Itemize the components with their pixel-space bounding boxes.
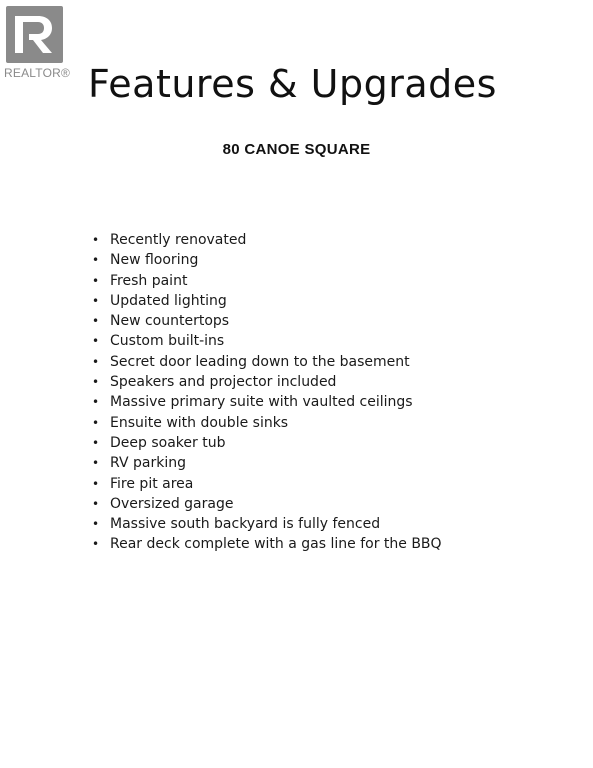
bullet-icon: • — [92, 273, 100, 288]
bullet-icon: • — [92, 293, 100, 308]
feature-text: Oversized garage — [110, 495, 234, 512]
bullet-icon: • — [92, 476, 100, 491]
feature-text: Secret door leading down to the basement — [110, 353, 410, 370]
feature-text: Recently renovated — [110, 232, 247, 248]
feature-text: New flooring — [110, 252, 199, 269]
features-list — [92, 230, 442, 555]
feature-item — [92, 392, 442, 412]
feature-item — [92, 311, 442, 331]
bullet-icon: • — [92, 354, 100, 369]
realtor-r-icon — [6, 6, 63, 63]
bullet-icon: • — [92, 517, 100, 532]
bullet-icon: • — [92, 395, 100, 410]
feature-item — [92, 331, 442, 351]
feature-text: Fire pit area — [110, 475, 194, 492]
feature-text: New countertops — [110, 313, 230, 330]
feature-text: Deep soaker tub — [110, 434, 226, 451]
feature-text: RV parking — [110, 455, 186, 472]
feature-text: Rear deck complete with a gas line for the BBQ — [110, 536, 442, 553]
property-address: 80 CANOE SQUARE — [222, 141, 371, 158]
feature-item — [92, 413, 442, 433]
feature-text: Updated lighting — [110, 292, 227, 309]
feature-item — [92, 433, 442, 453]
bullet-icon: • — [92, 537, 100, 552]
feature-item — [92, 352, 442, 372]
feature-item — [92, 291, 442, 311]
feature-text: Massive primary suite with vaulted ceilings — [110, 394, 413, 411]
feature-item — [92, 474, 442, 494]
page-title: Features & Upgrades — [88, 62, 497, 106]
bullet-icon: • — [92, 496, 100, 511]
bullet-icon: • — [92, 314, 100, 329]
feature-item — [92, 372, 442, 392]
feature-text: Fresh paint — [110, 272, 188, 289]
bullet-icon: • — [92, 415, 100, 430]
feature-item — [92, 250, 442, 270]
realtor-logo — [4, 4, 70, 82]
feature-item — [92, 230, 442, 250]
feature-text: Ensuite with double sinks — [110, 414, 289, 431]
feature-item — [92, 453, 442, 473]
bullet-icon: • — [92, 456, 100, 471]
realtor-logo-text: REALTOR® — [4, 66, 71, 80]
feature-item — [92, 534, 442, 554]
feature-item — [92, 514, 442, 534]
bullet-icon: • — [92, 375, 100, 390]
bullet-icon: • — [92, 435, 100, 450]
feature-item — [92, 494, 442, 514]
feature-text: Speakers and projector included — [110, 374, 337, 391]
bullet-icon: • — [92, 233, 100, 247]
bullet-icon: • — [92, 334, 100, 349]
feature-text: Custom built-ins — [110, 333, 225, 350]
bullet-icon: • — [92, 253, 100, 268]
feature-text: Massive south backyard is fully fenced — [110, 516, 381, 533]
feature-item — [92, 271, 442, 291]
